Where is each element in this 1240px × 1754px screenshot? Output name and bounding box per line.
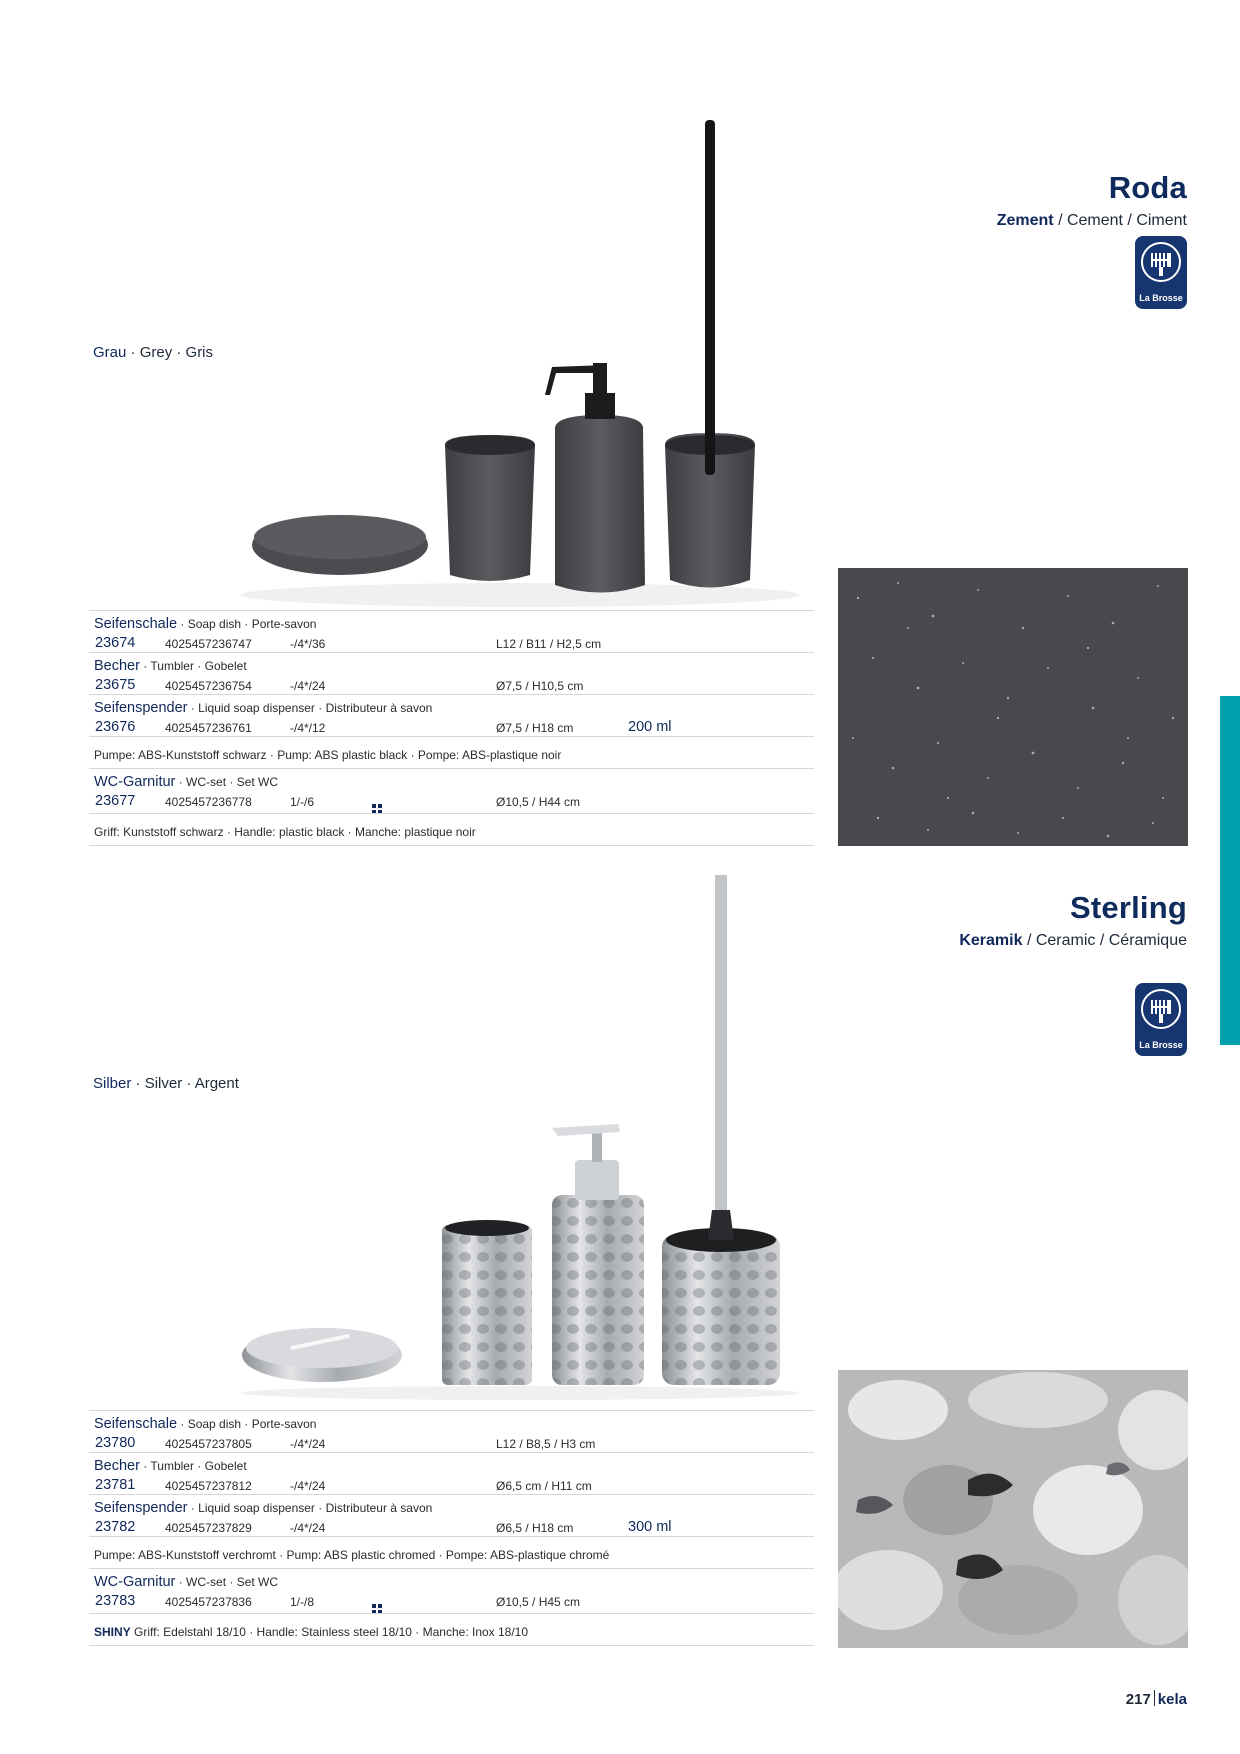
- ean-code: 4025457236761: [165, 721, 252, 735]
- material-rest: / Ceramic / Céramique: [1022, 932, 1187, 949]
- packaging-unit: -/4*/24: [290, 1479, 326, 1493]
- pump-note: Pumpe: ABS-Kunststoff schwarz · Pump: ABS plastic black · Pompe: ABS-plastique noir: [94, 748, 562, 762]
- table-row: [89, 1410, 814, 1452]
- brand-logo: kela: [1157, 1691, 1187, 1708]
- ean-code: 4025457237829: [165, 1521, 252, 1535]
- product-name: Becher · Tumbler · Gobelet: [94, 658, 247, 674]
- packaging-unit: -/4*/36: [290, 637, 326, 651]
- table-row: [89, 768, 814, 813]
- product-name: WC-Garnitur · WC-set · Set WC: [94, 774, 279, 790]
- article-number: 23783: [95, 1593, 136, 1609]
- ean-code: 4025457237836: [165, 1595, 252, 1609]
- tumbler-image: [442, 1220, 532, 1385]
- dimensions: Ø7,5 / H18 cm: [496, 721, 574, 735]
- section-title-sterling: Sterling: [1069, 890, 1187, 925]
- sterling-texture-swatch: [838, 1370, 1188, 1648]
- divider: [1154, 1690, 1155, 1706]
- material-rest: / Cement / Ciment: [1053, 212, 1187, 229]
- article-number: 23675: [95, 677, 136, 693]
- packaging-unit: -/4*/24: [290, 1437, 326, 1451]
- badge-label: La Brosse: [1139, 1040, 1183, 1050]
- display-box-icon: [372, 797, 382, 814]
- table-row: [89, 1494, 814, 1536]
- dimensions: Ø10,5 / H45 cm: [496, 1595, 581, 1609]
- packaging-unit: 1/-/6: [290, 795, 315, 809]
- section-title-roda: Roda: [1108, 170, 1187, 205]
- packaging-unit: -/4*/24: [290, 1521, 326, 1535]
- article-number: 23781: [95, 1477, 136, 1493]
- article-number: 23676: [95, 719, 136, 735]
- packaging-unit: -/4*/12: [290, 721, 326, 735]
- brush-logo-icon: [1141, 989, 1181, 1029]
- product-name: Becher · Tumbler · Gobelet: [94, 1458, 247, 1474]
- roda-product-table: [89, 610, 814, 846]
- product-name: Seifenschale · Soap dish · Porte-savon: [94, 1416, 317, 1432]
- material-de: Zement: [996, 212, 1054, 229]
- display-box-icon: [372, 1597, 382, 1614]
- table-row: [89, 652, 814, 694]
- dimensions: Ø6,5 cm / H11 cm: [496, 1479, 592, 1493]
- handle-note: SHINY Griff: Edelstahl 18/10 · Handle: Stainless steel 18/10 · Manche: Inox 18/10: [94, 1625, 529, 1639]
- volume: 200 ml: [628, 719, 672, 735]
- article-number: 23782: [95, 1519, 136, 1535]
- color-rest: · Silver · Argent: [131, 1075, 239, 1092]
- soap-dish-image: [242, 1328, 402, 1382]
- color-de: Silber: [93, 1075, 132, 1092]
- handle-note: Griff: Kunststoff schwarz · Handle: plastic black · Manche: plastique noir: [94, 825, 476, 839]
- table-row: [89, 1452, 814, 1494]
- table-row: [89, 1568, 814, 1613]
- note-row: [89, 1536, 814, 1568]
- material-line-sterling: [959, 932, 1187, 950]
- note-row: [89, 1613, 814, 1646]
- product-name: Seifenspender · Liquid soap dispenser · Distributeur à savon: [94, 1500, 433, 1516]
- color-label-sterling: [93, 1075, 239, 1092]
- product-name: Seifenschale · Soap dish · Porte-savon: [94, 616, 317, 632]
- toilet-brush-image: [662, 875, 780, 1385]
- table-row: [89, 694, 814, 736]
- badge-label: La Brosse: [1139, 293, 1183, 303]
- dispenser-image: [552, 1124, 644, 1385]
- material-line-roda: [997, 212, 1187, 230]
- page-number: 217: [1125, 1691, 1151, 1708]
- toilet-brush-image: [665, 120, 755, 588]
- color-label-roda: [93, 344, 213, 361]
- material-de: Keramik: [959, 932, 1023, 949]
- color-rest: · Grey · Gris: [126, 344, 214, 361]
- table-row: [89, 610, 814, 652]
- article-number: 23780: [95, 1435, 136, 1451]
- ean-code: 4025457236754: [165, 679, 252, 693]
- product-name: WC-Garnitur · WC-set · Set WC: [94, 1574, 279, 1590]
- pump-note: Pumpe: ABS-Kunststoff verchromt · Pump: ABS plastic chromed · Pompe: ABS-plastique chromé: [94, 1548, 610, 1562]
- la-brosse-badge: [1135, 236, 1187, 309]
- sterling-product-table: [89, 1410, 814, 1646]
- page-footer: [1126, 1690, 1187, 1708]
- note-row: [89, 736, 814, 768]
- ean-code: 4025457236747: [165, 637, 252, 651]
- note-row: [89, 813, 814, 846]
- roda-product-photo: [240, 115, 800, 610]
- ean-code: 4025457237805: [165, 1437, 252, 1451]
- sterling-product-photo: [240, 870, 800, 1400]
- article-number: 23674: [95, 635, 136, 651]
- color-de: Grau: [93, 344, 127, 361]
- volume: 300 ml: [628, 1519, 672, 1535]
- ean-code: 4025457236778: [165, 795, 252, 809]
- la-brosse-badge: [1135, 983, 1187, 1056]
- chapter-tab: [1220, 696, 1240, 1045]
- dimensions: Ø6,5 / H18 cm: [496, 1521, 574, 1535]
- tumbler-image: [445, 435, 535, 581]
- ean-code: 4025457237812: [165, 1479, 252, 1493]
- soap-dish-image: [252, 515, 428, 575]
- roda-texture-swatch: [838, 568, 1188, 846]
- article-number: 23677: [95, 793, 136, 809]
- packaging-unit: -/4*/24: [290, 679, 326, 693]
- dimensions: L12 / B8,5 / H3 cm: [496, 1437, 596, 1451]
- dimensions: L12 / B11 / H2,5 cm: [496, 637, 602, 651]
- brush-logo-icon: [1141, 242, 1181, 282]
- dimensions: Ø10,5 / H44 cm: [496, 795, 581, 809]
- dimensions: Ø7,5 / H10,5 cm: [496, 679, 584, 693]
- packaging-unit: 1/-/8: [290, 1595, 315, 1609]
- dispenser-image: [545, 363, 645, 593]
- product-name: Seifenspender · Liquid soap dispenser · Distributeur à savon: [94, 700, 433, 716]
